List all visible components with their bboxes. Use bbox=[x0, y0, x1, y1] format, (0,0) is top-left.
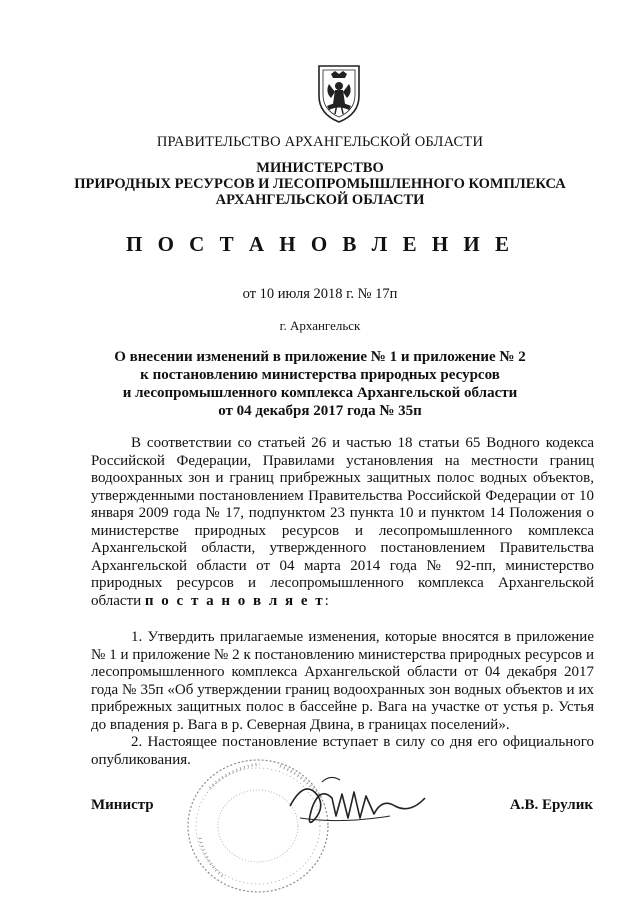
signatory-position: Министр bbox=[91, 797, 154, 813]
document-subject bbox=[0, 348, 640, 420]
government-name: ПРАВИТЕЛЬСТВО АРХАНГЕЛЬСКОЙ ОБЛАСТИ bbox=[156, 134, 484, 150]
subject-line: О внесении изменений в приложение № 1 и приложение № 2 bbox=[114, 349, 526, 365]
ministry-name-line-2: ПРИРОДНЫХ РЕСУРСОВ И ЛЕСОПРОМЫШЛЕННОГО КОМПЛЕКСА bbox=[74, 176, 566, 192]
subject-line: к постановлению министерства природных ресурсов bbox=[140, 367, 500, 383]
document-date-number: от 10 июля 2018 г. № 17п bbox=[242, 286, 398, 302]
signatory-name: А.В. Ерулик bbox=[509, 797, 593, 813]
document-title: П О С Т А Н О В Л Е Н И Е bbox=[125, 232, 514, 256]
item-2-paragraph bbox=[91, 734, 594, 769]
item-1-paragraph bbox=[91, 629, 594, 734]
preamble-paragraph bbox=[91, 435, 594, 610]
subject-line: и лесопромышленного комплекса Архангельской области bbox=[122, 385, 518, 401]
item-2-text: 2. Настоящее постановление вступает в силу со дня его официального опубликования. bbox=[91, 734, 594, 768]
subject-line: от 04 декабря 2017 года № 35п bbox=[218, 403, 422, 419]
resolves-colon: : bbox=[324, 592, 329, 609]
handwritten-signature-icon bbox=[270, 768, 430, 838]
ministry-name-line-3: АРХАНГЕЛЬСКОЙ ОБЛАСТИ bbox=[215, 192, 425, 208]
document-city: г. Архангельск bbox=[279, 318, 361, 333]
resolves-keyword: п о с т а н о в л я е т bbox=[144, 592, 325, 609]
coat-of-arms-icon bbox=[313, 62, 365, 124]
preamble-text: В соответствии со статьей 26 и частью 18 статьи 65 Водного кодекса Российской Федерации, Правилами установления на местности границ водоохранных зон и границ прибрежных защитных полос водных объектов, утвержденными постановлением Правительства Российской Федерации от 10 января 2009 года № 17, подпунктом 23 пункта 10 и пунктом 14 Положения о министерстве природных ресурсов и лесопромышленного комплекса Архангельской области, утвержденного постановлением Правительства Архангельской области от 04 марта 2014 года № 92-пп, министерство природных ресурсов и лесопромышленного комплекса Архангельской области bbox=[91, 435, 594, 609]
ministry-name-line-1: МИНИСТЕРСТВО bbox=[256, 160, 384, 176]
item-1-text: 1. Утвердить прилагаемые изменения, которые вносятся в приложение № 1 и приложение № 2 к постановлению министерства природных ресурсов и лесопромышленного комплекса Архангельской области от 04 декабря 2017 года № 35п «Об утверждении границ водоохранных зон водных объектов и их прибрежных защитных полос в бассейне р. Вага на участке от устья р. Устья до впадения р. Вага в р. Северная Двина, в границах поселений». bbox=[91, 629, 594, 733]
